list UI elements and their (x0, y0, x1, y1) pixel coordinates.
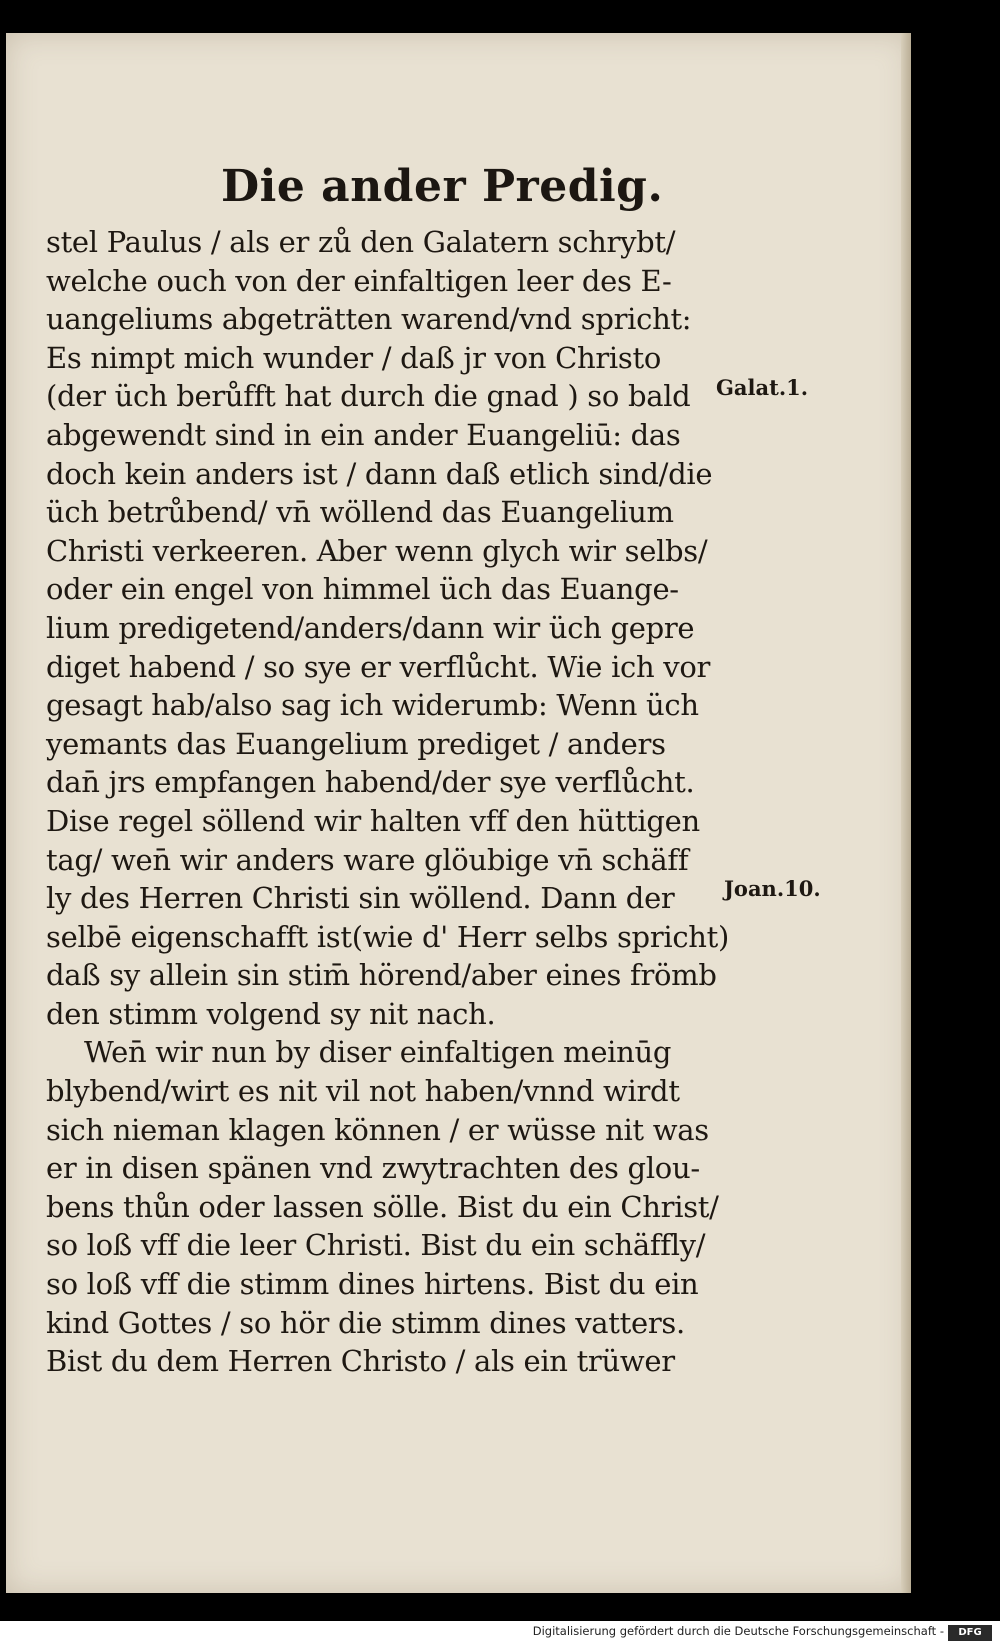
running-head: Die ander Predig. (221, 161, 664, 212)
text-line: oder ein engel von himmel üch das Euange- (46, 572, 679, 607)
page-edge (901, 33, 911, 1593)
text-line: ly des Herren Christi sin wöllend. Dann der (46, 881, 675, 916)
margin-note-galat: Galat.1. (716, 375, 809, 400)
text-line: den stimm volgend sy nit nach. (46, 996, 496, 1031)
text-line: so loß vff die stimm dines hirtens. Bist du ein (46, 1267, 699, 1302)
dfg-logo: DFG (948, 1625, 992, 1641)
footer-bar (0, 1621, 1000, 1645)
footer-credit: Digitalisierung gefördert durch die Deutsche Forschungsgemeinschaft - (532, 1624, 944, 1638)
text-line: tag/ wen̄ wir anders ware glöubige vn̄ schäff (46, 842, 689, 877)
text-line: er in disen spänen vnd zwytrachten des glou- (46, 1151, 700, 1186)
text-line: sich nieman klagen können / er wüsse nit was (46, 1112, 709, 1147)
text-line: daß sy allein sin stim̄ hörend/aber eines frömb (46, 958, 717, 993)
text-line: diget habend / so sye er verflůcht. Wie ich vor (46, 649, 711, 684)
text-line: bens thůn oder lassen sölle. Bist du ein Christ/ (46, 1189, 719, 1224)
book-page (6, 33, 911, 1593)
text-line: doch kein anders ist / dann daß etlich sind/die (46, 456, 713, 491)
text-line: abgewendt sind in ein ander Euangeliū: das (46, 417, 681, 452)
text-line: kind Gottes / so hör die stimm dines vatters. (46, 1305, 685, 1340)
text-line: lium predigetend/anders/dann wir üch gepre (46, 610, 695, 645)
text-line: yemants das Euangelium prediget / anders (46, 726, 666, 761)
text-line: Wen̄ wir nun by diser einfaltigen meinūg (84, 1035, 672, 1070)
text-line: Dise regel söllend wir halten vff den hüttigen (46, 803, 700, 838)
body-text (46, 223, 736, 1381)
text-line: welche ouch von der einfaltigen leer des E- (46, 263, 672, 298)
text-line: Christi verkeeren. Aber wenn glych wir selbs/ (46, 533, 708, 568)
text-line: Es nimpt mich wunder / daß jr von Christo (46, 340, 661, 375)
text-line: dan̄ jrs empfangen habend/der sye verflůcht. (46, 765, 695, 800)
margin-note-joan: Joan.10. (724, 876, 821, 901)
text-line: gesagt hab/also sag ich widerumb: Wenn üch (46, 688, 699, 723)
text-line: blybend/wirt es nit vil not haben/vnnd wirdt (46, 1074, 680, 1109)
text-line: so loß vff die leer Christi. Bist du ein schäffly/ (46, 1228, 706, 1263)
text-line: Bist du dem Herren Christo / als ein trüwer (46, 1344, 675, 1379)
text-line: stel Paulus / als er zů den Galatern schrybt/ (46, 225, 676, 259)
text-line: (der üch berůfft hat durch die gnad ) so bald (46, 379, 691, 414)
text-line: uangeliums abgeträtten warend/vnd spricht: (46, 302, 692, 337)
text-line: üch betrůbend/ vn̄ wöllend das Euangelium (46, 495, 674, 530)
text-line: selbē eigenschafft ist(wie d' Herr selbs spricht) (46, 919, 730, 954)
